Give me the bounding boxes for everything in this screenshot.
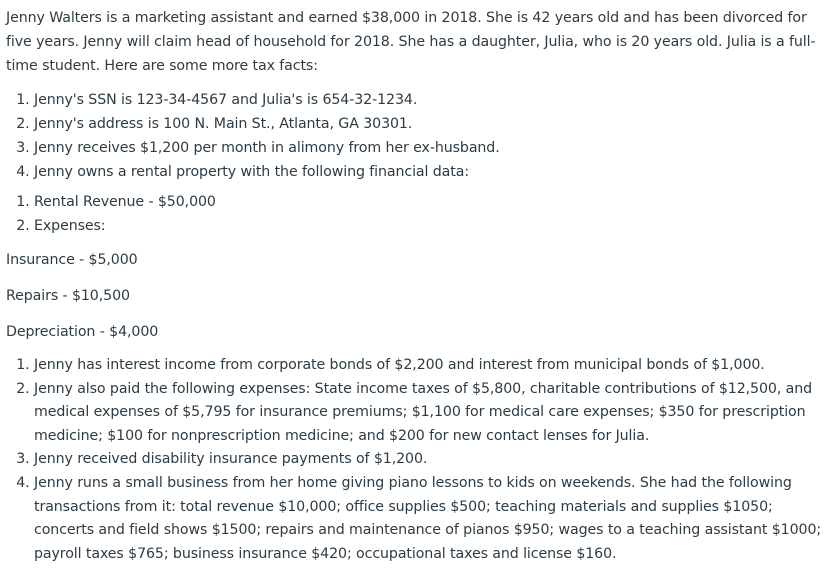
list-item: 2. Jenny's address is 100 N. Main St., Atlanta, GA 30301. <box>34 112 825 136</box>
tax-facts-list-2 <box>6 354 825 566</box>
list-item: 4. Jenny owns a rental property with the following financial data: <box>34 160 825 184</box>
list-item: 3. Jenny receives $1,200 per month in alimony from her ex-husband. <box>34 136 825 160</box>
list-item: 1. Rental Revenue - $50,000 <box>34 190 825 214</box>
intro-paragraph: Jenny Walters is a marketing assistant and earned $38,000 in 2018. She is 42 years old and has been divorced for five years. Jenny will claim head of household for 2018. She has a daughter, Julia, who is 20 years old. Julia is a full-time student. Here are some more tax facts: <box>6 10 816 74</box>
list-item: 1. Jenny has interest income from corporate bonds of $2,200 and interest from municipal bonds of $1,000. <box>34 354 825 378</box>
list-item: 2. Expenses: <box>34 214 825 238</box>
list-item: 2. Jenny also paid the following expenses: State income taxes of $5,800, charitable contributions of $12,500, and medical expenses of $5,795 for insurance premiums; $1,100 for medical care expenses; $350 for prescription medicine; $100 for nonprescription medicine; and $200 for new contact lenses for Julia. <box>34 378 825 449</box>
list-item: 1. Jenny's SSN is 123-34-4567 and Julia's is 654-32-1234. <box>34 88 825 112</box>
list-item: 3. Jenny received disability insurance payments of $1,200. <box>34 448 825 472</box>
expense-depreciation: Depreciation - $4,000 <box>6 324 159 340</box>
tax-facts-list-1 <box>6 88 825 184</box>
list-item: 4. Jenny runs a small business from her home giving piano lessons to kids on weekends. She had the following transactions from it: total revenue $10,000; office supplies $500; teaching materials and supplies $1050; concerts and field shows $1500; repairs and maintenance of pianos $950; wages to a teaching assistant $1000; payroll taxes $765; business insurance $420; occupational taxes and license $160. <box>34 472 825 566</box>
expense-repairs: Repairs - $10,500 <box>6 288 130 304</box>
rental-data-list <box>6 190 825 238</box>
expense-insurance: Insurance - $5,000 <box>6 252 138 268</box>
